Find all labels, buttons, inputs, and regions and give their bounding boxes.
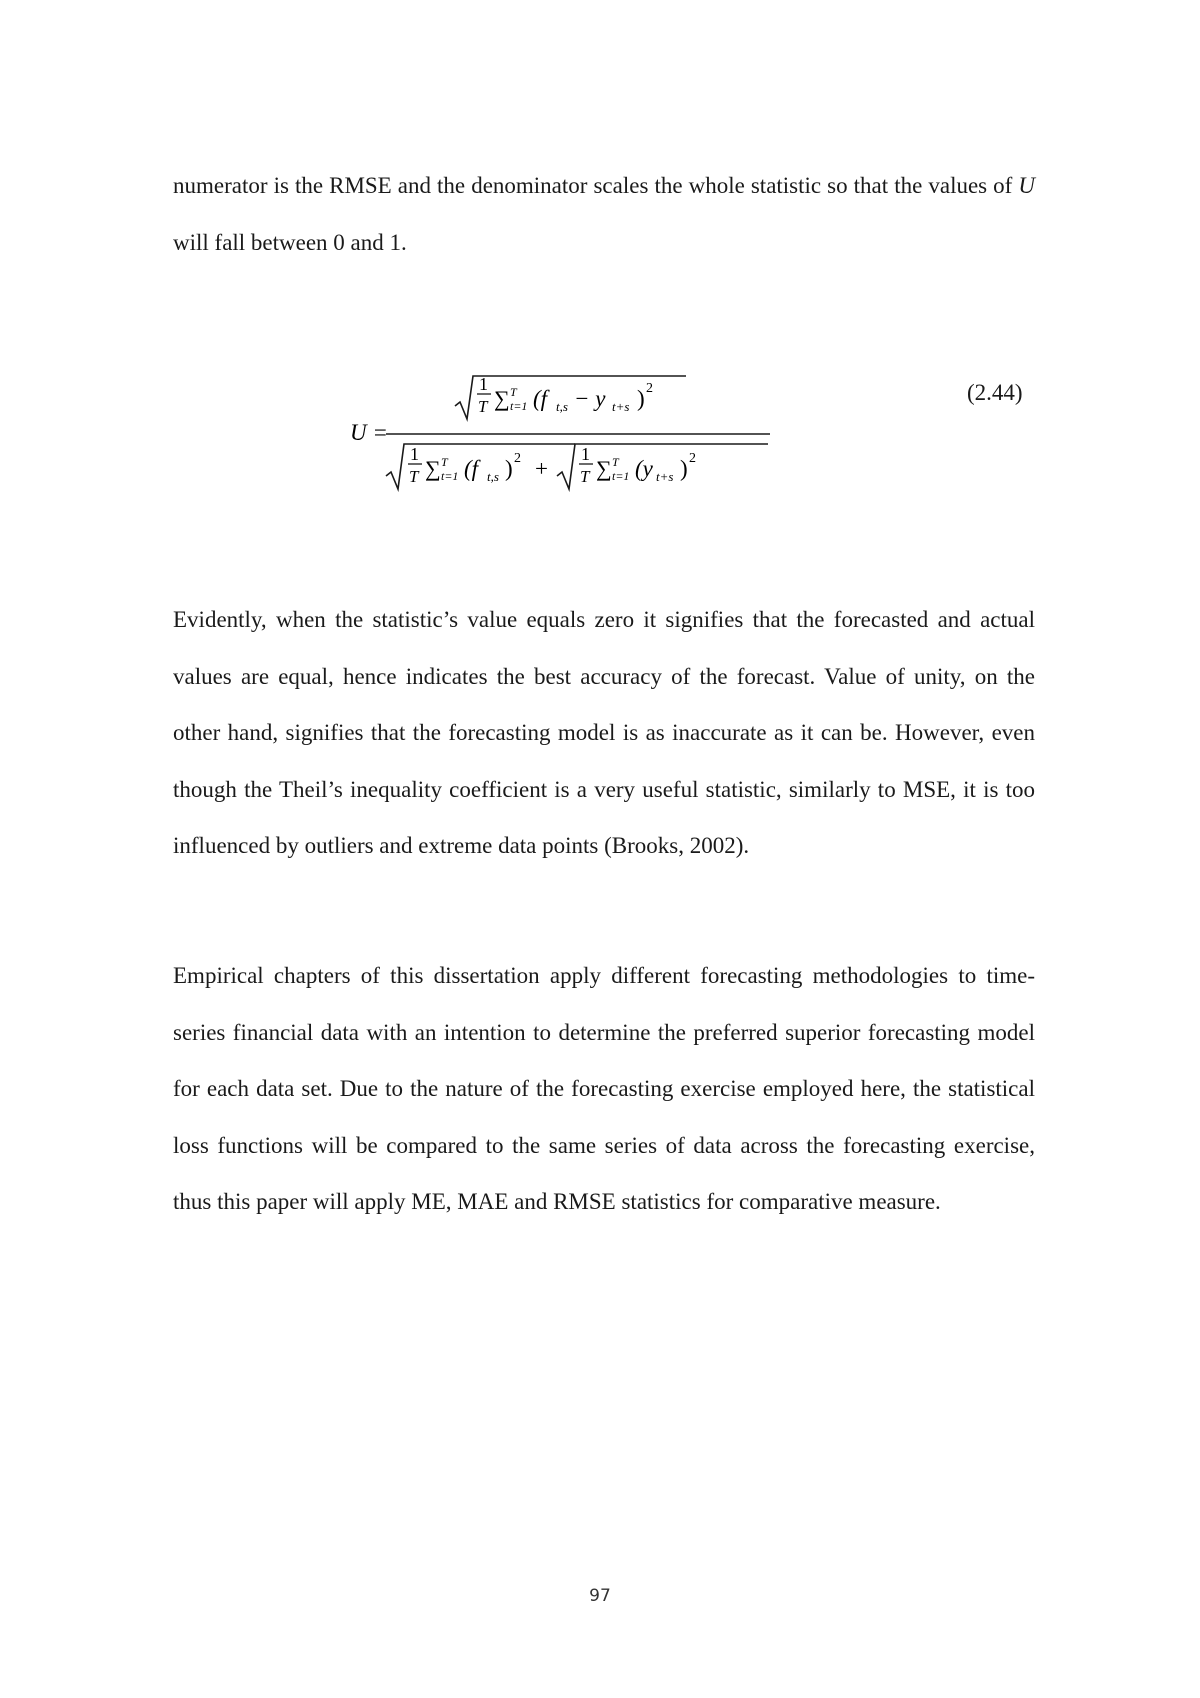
den1-T: T: [409, 467, 419, 486]
paragraph-intro: [173, 158, 1035, 271]
num-f-sub: t,s: [556, 399, 568, 414]
den1-sum-sub: t=1: [441, 469, 459, 483]
den1-f: (f: [464, 456, 479, 481]
intro-text-end: will fall between 0 and 1.: [173, 229, 407, 255]
page-number: 97: [589, 1586, 611, 1606]
num-T: T: [478, 397, 488, 416]
num-one: 1: [479, 374, 488, 394]
equation-number: (2.44): [967, 380, 1023, 405]
den2-sum-sup: T: [612, 455, 619, 469]
num-f: (f: [533, 386, 548, 411]
den1-sum-sup: T: [441, 455, 448, 469]
num-close: ): [637, 386, 645, 411]
num-square: 2: [646, 381, 653, 396]
num-sum-sup: T: [510, 385, 517, 399]
paragraph-evidently: Evidently, when the statistic’s value equals zero it signifies that the forecasted and actual values are equal, hence indicates the best accuracy of the forecast. Value of unity, on the other hand, signifies that the forecasting model is as inaccurate as it can be. However, even though the Theil’s inequality coefficient is a very useful statistic, similarly to MSE, it is too influenced by outliers and extreme data points (Brooks, 2002).: [173, 607, 1035, 858]
num-sum-sub: t=1: [510, 399, 528, 413]
num-minus-y: − y: [574, 386, 606, 411]
den1-square: 2: [514, 451, 521, 466]
den2-one: 1: [581, 444, 590, 464]
den2-sum: ∑: [596, 456, 612, 481]
den2-square: 2: [689, 451, 696, 466]
theil-u-equation: [350, 372, 780, 522]
eq-lhs: U =: [350, 420, 388, 445]
den1-close: ): [505, 456, 513, 481]
den2-sum-sub: t=1: [612, 469, 630, 483]
den-plus: +: [535, 456, 548, 481]
den1-sum: ∑: [425, 456, 441, 481]
den2-close: ): [680, 456, 688, 481]
variable-u: U: [1018, 173, 1035, 198]
den2-T: T: [580, 467, 590, 486]
intro-text: numerator is the RMSE and the denominator scales the whole statistic so that the values of: [173, 173, 1019, 198]
den1-one: 1: [410, 444, 419, 464]
den2-y-sub: t+s: [656, 469, 674, 484]
den1-f-sub: t,s: [487, 469, 499, 484]
num-y-sub: t+s: [612, 399, 630, 414]
num-sum: ∑: [494, 386, 510, 411]
den2-y: (y: [635, 456, 653, 481]
paragraph-empirical: Empirical chapters of this dissertation apply different forecasting methodologies to time-series financial data with an intention to determine the preferred superior forecasting model for each data set. Due to the nature of the forecasting exercise employed here, the statistical loss functions will be compared to the same series of data across the forecasting exercise, thus this paper will apply ME, MAE and RMSE statistics for comparative measure.: [173, 963, 1035, 1214]
